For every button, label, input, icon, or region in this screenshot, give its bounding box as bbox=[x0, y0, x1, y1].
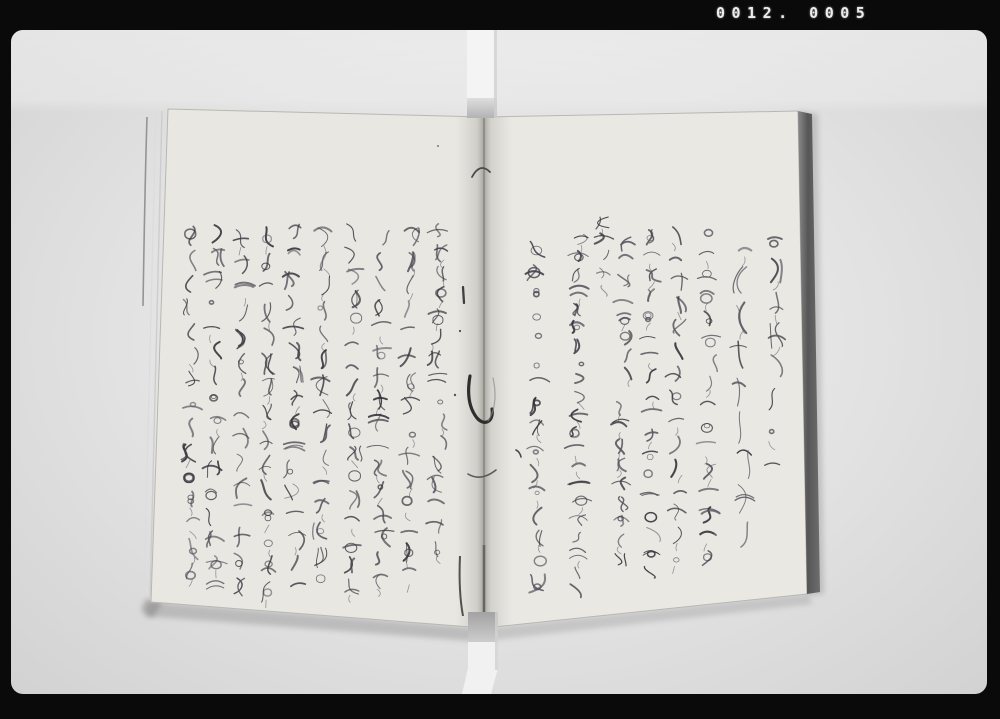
left-page bbox=[151, 109, 484, 628]
right-page bbox=[484, 111, 807, 628]
frame-counter: 0012. 0005 bbox=[716, 4, 872, 22]
binding-gutter bbox=[456, 116, 512, 628]
book-strap-top bbox=[467, 30, 497, 118]
